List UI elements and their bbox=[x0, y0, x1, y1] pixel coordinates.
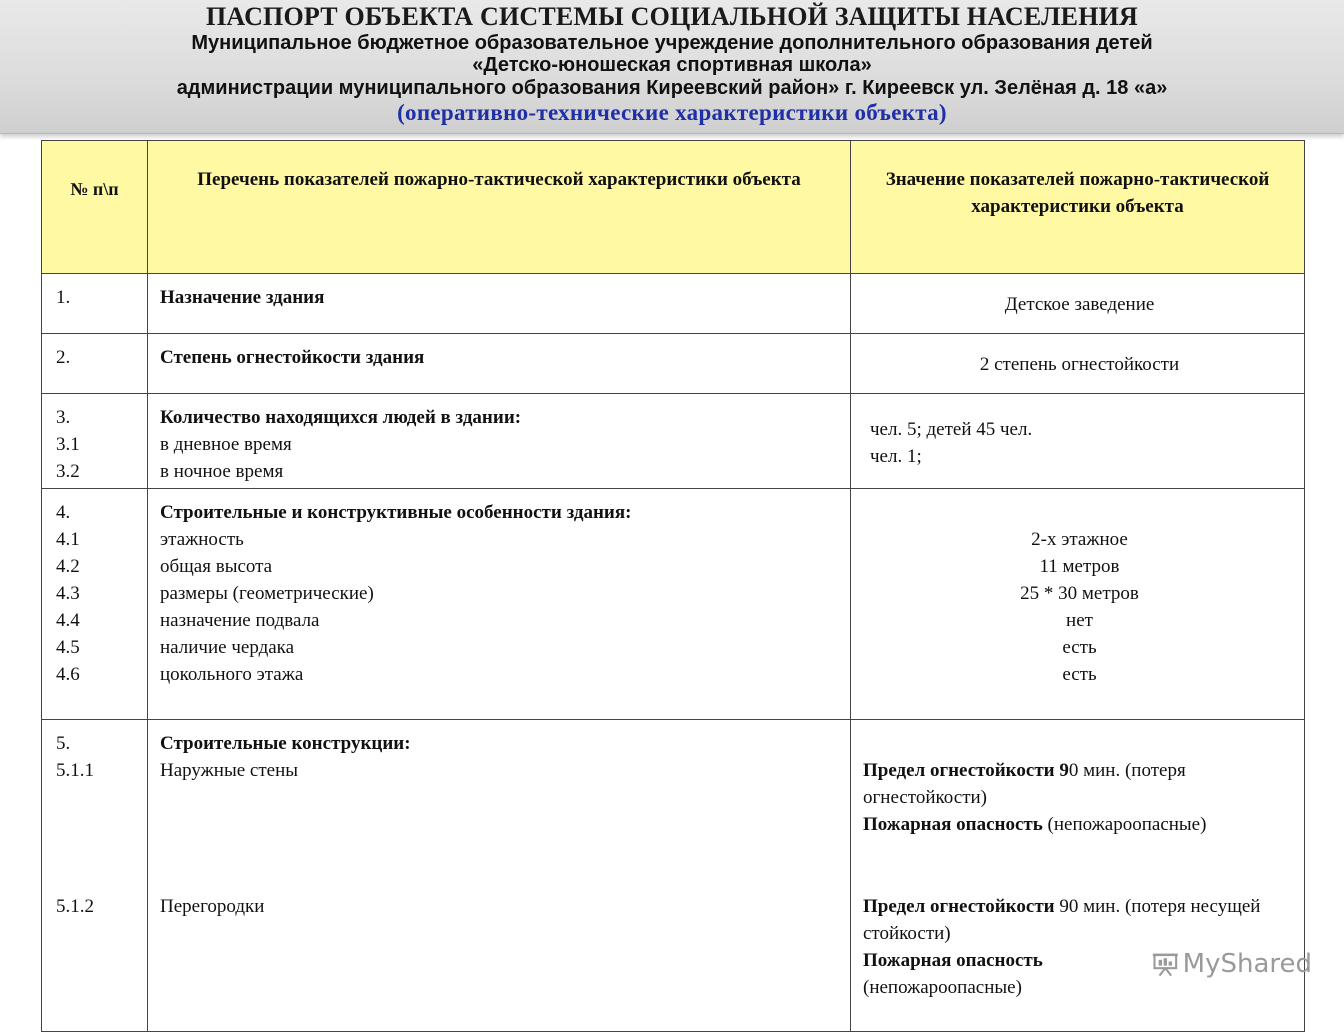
value-line: чел. 5; детей 45 чел. bbox=[870, 419, 1033, 440]
row-item: цокольного этажа bbox=[160, 664, 304, 685]
presentation-board-icon bbox=[1152, 949, 1179, 979]
num-line: 4.3 bbox=[56, 583, 80, 604]
row-item: назначение подвала bbox=[160, 610, 320, 631]
limit-label: Предел огнестойкости 9 bbox=[863, 760, 1069, 781]
row-heading: Строительные и конструктивные особенности здания: bbox=[160, 502, 632, 523]
table-row bbox=[42, 720, 1305, 1032]
limit-label: Предел огнестойкости bbox=[863, 896, 1055, 917]
walls-danger bbox=[863, 811, 1296, 838]
danger-text: (непожароопасные) bbox=[1042, 814, 1207, 835]
row-value bbox=[851, 394, 1305, 489]
row-number: 1. bbox=[42, 274, 148, 334]
row-number bbox=[42, 394, 148, 489]
row-name bbox=[148, 489, 851, 720]
num-line: 3.1 bbox=[56, 434, 80, 455]
col-header-name: Перечень показателей пожарно-тактической характеристики объекта bbox=[148, 141, 851, 274]
value-line: нет bbox=[1066, 610, 1093, 631]
num-line: 4.1 bbox=[56, 529, 80, 550]
fire-tactical-table bbox=[41, 140, 1305, 1032]
danger-label: Пожарная опасность bbox=[863, 814, 1043, 835]
value-line: 25 * 30 метров bbox=[1020, 583, 1139, 604]
row-item: общая высота bbox=[160, 556, 273, 577]
row-item: размеры (геометрические) bbox=[160, 583, 374, 604]
row-name bbox=[148, 720, 851, 1032]
value-line: есть bbox=[1062, 664, 1097, 685]
danger-label: Пожарная опасность bbox=[863, 950, 1043, 971]
row-name: Степень огнестойкости здания bbox=[148, 334, 851, 394]
row-value: Детское заведение bbox=[851, 274, 1305, 334]
num-line: 4.4 bbox=[56, 610, 80, 631]
danger-text: (непожароопасные) bbox=[863, 977, 1022, 998]
row-name: Назначение здания bbox=[148, 274, 851, 334]
row-number bbox=[42, 720, 148, 1032]
org-line-3: администрации муниципального образования Киреевский район» г. Киреевск ул. Зелёная д. 18 «а» bbox=[176, 77, 1168, 99]
org-line-1: Муниципальное бюджетное образовательное учреждение дополнительного образования детей bbox=[191, 32, 1153, 54]
value-line: чел. 1; bbox=[870, 446, 922, 467]
num-line: 3.2 bbox=[56, 461, 80, 482]
num-line: 4.2 bbox=[56, 556, 80, 577]
watermark-text: MyShared bbox=[1182, 949, 1312, 979]
row-value bbox=[851, 720, 1305, 1032]
page-title: ПАСПОРТ ОБЪЕКТА СИСТЕМЫ СОЦИАЛЬНОЙ ЗАЩИТЫ НАСЕЛЕНИЯ bbox=[205, 2, 1139, 31]
table-header-row bbox=[42, 141, 1305, 274]
table-row bbox=[42, 489, 1305, 720]
row-item: Наружные стены bbox=[160, 760, 299, 781]
table-row bbox=[42, 334, 1305, 394]
num-line: 5.1.2 bbox=[56, 896, 94, 917]
row-item: этажность bbox=[160, 529, 244, 550]
partitions-limit bbox=[863, 893, 1296, 947]
col-header-value: Значение показателей пожарно-тактической характеристики объекта bbox=[851, 141, 1305, 274]
org-line-2: «Детско-юношеская спортивная школа» bbox=[472, 54, 872, 76]
row-number bbox=[42, 489, 148, 720]
row-name bbox=[148, 394, 851, 489]
num-line: 4. bbox=[56, 502, 71, 523]
walls-limit bbox=[863, 757, 1296, 811]
limit-text: 0 мин. (потеря огнестойкости) bbox=[863, 760, 1186, 808]
num-line: 4.5 bbox=[56, 637, 80, 658]
subtitle-note: (оперативно-технические характеристики объекта) bbox=[397, 100, 947, 125]
table-row bbox=[42, 394, 1305, 489]
row-value: 2 степень огнестойкости bbox=[851, 334, 1305, 394]
row-item: Перегородки bbox=[160, 896, 265, 917]
num-line: 3. bbox=[56, 407, 71, 428]
value-line: есть bbox=[1062, 637, 1097, 658]
watermark bbox=[1152, 944, 1312, 984]
row-value bbox=[851, 489, 1305, 720]
row-heading: Количество находящихся людей в здании: bbox=[160, 407, 522, 428]
col-header-num: № п\п bbox=[42, 141, 148, 274]
row-item: в дневное время bbox=[160, 434, 292, 455]
num-line: 4.6 bbox=[56, 664, 80, 685]
row-heading: Строительные конструкции: bbox=[160, 733, 411, 754]
row-item: наличие чердака bbox=[160, 637, 295, 658]
limit-text: 90 мин. (потеря несущей стойкости) bbox=[863, 896, 1261, 944]
page-header bbox=[0, 0, 1344, 134]
table-row bbox=[42, 274, 1305, 334]
row-number: 2. bbox=[42, 334, 148, 394]
value-line: 11 метров bbox=[1039, 556, 1120, 577]
row-item: в ночное время bbox=[160, 461, 284, 482]
num-line: 5.1.1 bbox=[56, 760, 94, 781]
num-line: 5. bbox=[56, 733, 71, 754]
value-line: 2-х этажное bbox=[1031, 529, 1128, 550]
